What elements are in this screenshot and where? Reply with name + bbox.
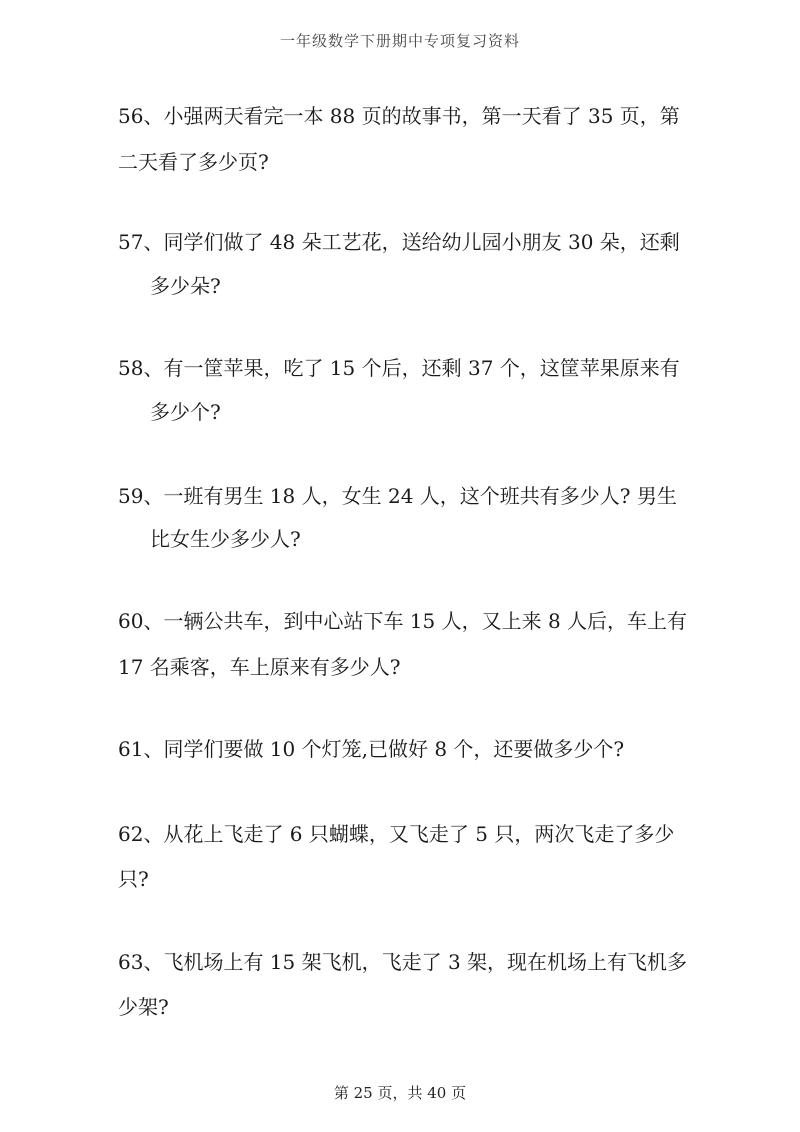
question-61-line-1: 61、同学们要做 10 个灯笼,已做好 8 个，还要做多少个? — [118, 737, 625, 761]
question-63-line-1: 63、飞机场上有 15 架飞机，飞走了 3 架，现在机场上有飞机多 — [118, 950, 688, 974]
question-58-line-1: 58、有一筐苹果，吃了 15 个后，还剩 37 个，这筐苹果原来有 — [118, 356, 680, 380]
question-56-line-2: 二天看了多少页? — [118, 150, 269, 174]
page-header-title: 一年级数学下册期中专项复习资料 — [279, 32, 520, 50]
page-number: 第 25 页，共 40 页 — [333, 1084, 467, 1102]
question-60-line-1: 60、一辆公共车，到中心站下车 15 人，又上来 8 人后，车上有 — [118, 609, 688, 633]
question-57-line-2: 多少朵? — [150, 274, 221, 298]
question-60-line-2: 17 名乘客，车上原来有多少人? — [118, 655, 401, 679]
question-59-line-2: 比女生少多少人? — [150, 527, 301, 551]
question-57-line-1: 57、同学们做了 48 朵工艺花，送给幼儿园小朋友 30 朵，还剩 — [118, 230, 680, 254]
question-56-line-1: 56、小强两天看完一本 88 页的故事书，第一天看了 35 页，第 — [118, 104, 680, 128]
question-62-line-1: 62、从花上飞走了 6 只蝴蝶，又飞走了 5 只，两次飞走了多少 — [118, 822, 675, 846]
question-59-line-1: 59、一班有男生 18 人，女生 24 人，这个班共有多少人? 男生 — [118, 484, 677, 508]
question-63-line-2: 少架? — [118, 995, 169, 1019]
question-58-line-2: 多少个? — [150, 400, 221, 424]
question-62-line-2: 只? — [118, 867, 149, 891]
